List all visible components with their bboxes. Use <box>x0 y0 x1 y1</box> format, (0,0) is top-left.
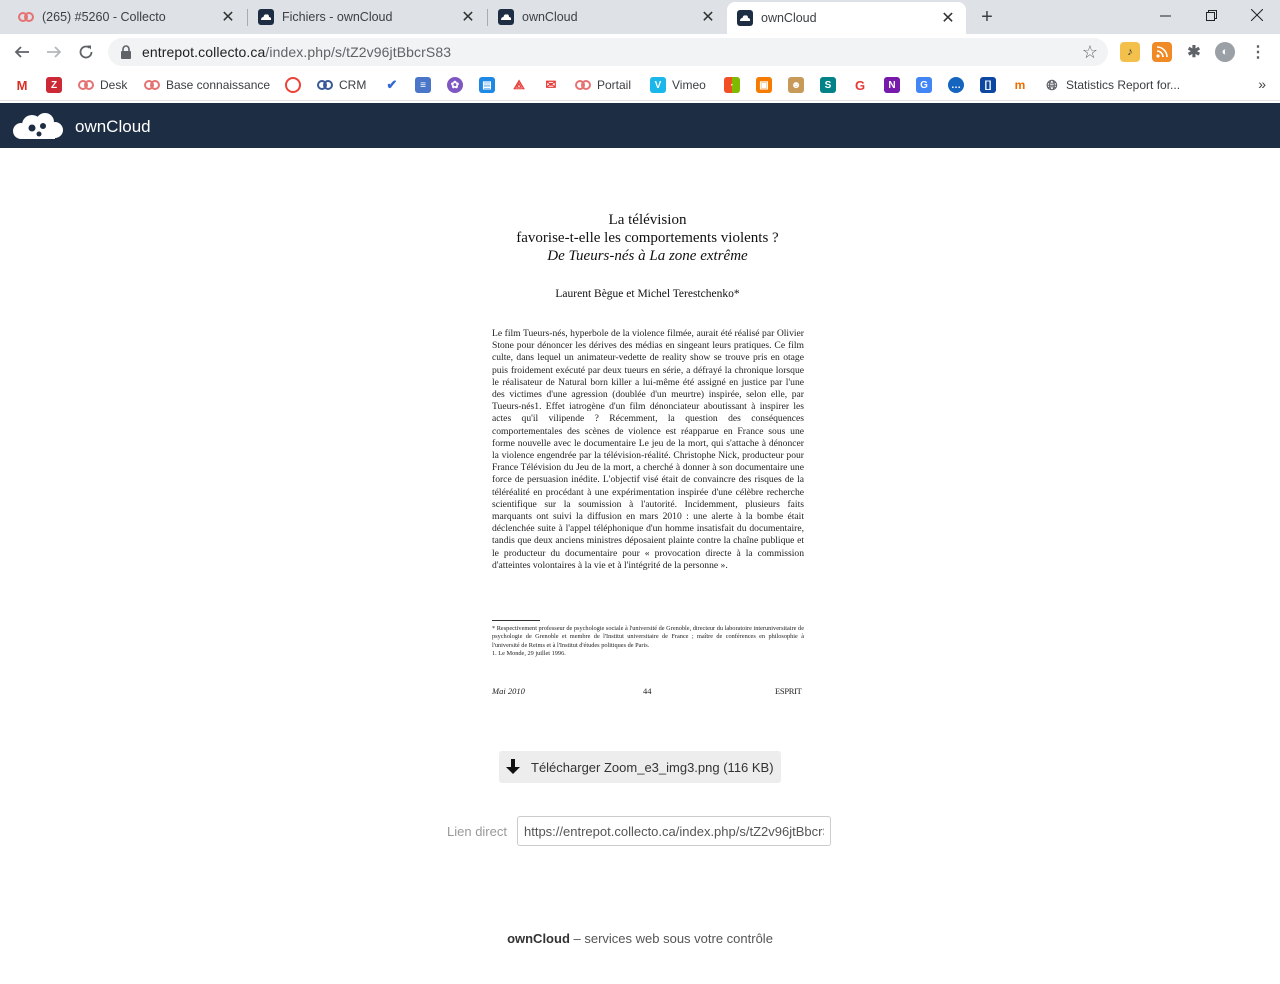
collecto-icon <box>18 9 34 25</box>
owncloud-icon <box>737 10 753 26</box>
close-window-icon[interactable] <box>1234 0 1280 30</box>
office-icon: ▣ <box>756 77 772 93</box>
image-preview[interactable] <box>440 180 840 710</box>
tab-collecto[interactable] <box>0 0 246 34</box>
app-icon: ≡ <box>415 77 431 93</box>
tab-title: (265) #5260 - Collecto <box>42 10 166 24</box>
app-icon: ✿ <box>447 77 463 93</box>
bookmark-app9[interactable] <box>1012 76 1034 94</box>
collecto-icon <box>575 77 591 93</box>
bookmark-base-connaissance[interactable] <box>144 76 270 94</box>
owncloud-header <box>0 103 1280 148</box>
bookmark-chat[interactable] <box>948 76 970 94</box>
bookmark-app3[interactable] <box>479 76 501 94</box>
bookmark-zotero[interactable] <box>46 76 68 94</box>
doc-page-number: 44 <box>643 686 652 696</box>
restore-icon[interactable] <box>1188 0 1234 30</box>
doc-title-line2: favorise-t-elle les comportements violents ? <box>516 230 779 246</box>
app-icon: G <box>854 77 866 93</box>
bookmark-app2[interactable] <box>447 76 469 94</box>
bookmark-check[interactable] <box>384 76 406 94</box>
app-icon: ☻ <box>788 77 804 93</box>
bookmark-app5[interactable] <box>543 76 565 94</box>
page-footer <box>0 931 1280 946</box>
bookmark-statistics[interactable] <box>1044 76 1180 94</box>
collecto-icon <box>144 77 160 93</box>
bookmark-app7[interactable] <box>852 76 874 94</box>
bookmark-app8[interactable] <box>980 76 1002 94</box>
bookmark-microsoft[interactable] <box>724 76 746 94</box>
check-icon: ✔ <box>386 77 398 92</box>
bookmark-label: CRM <box>339 78 367 92</box>
footnote-rule <box>492 620 540 621</box>
bookmark-office[interactable] <box>756 76 778 94</box>
close-tab-icon[interactable]: ✕ <box>461 9 475 26</box>
footnote-1: * Respectivement professeur de psychologie sociale à l'université de Grenoble, directeur du laboratoire interuniversitaire de psychologie de Grenoble et membre de l'Institut universitaire de France ; maître de conférences en philosophie à l'université de Reims et à l'Institut d'études politiques de Paris. <box>492 625 804 649</box>
doc-footer-right: ESPRIT <box>775 686 802 696</box>
avatar[interactable]: ◐ <box>1215 42 1235 62</box>
app-icon: m <box>1014 78 1026 92</box>
bookmarks-bar <box>0 70 1280 101</box>
bookmark-app4[interactable] <box>511 76 533 94</box>
rss-icon[interactable] <box>1152 42 1172 62</box>
app-icon: ⟁ <box>513 77 525 92</box>
tab-fichiers-owncloud[interactable] <box>248 0 486 34</box>
bookmark-label: Base connaissance <box>166 78 271 92</box>
app-name: ownCloud <box>75 117 151 136</box>
bookmark-star-icon[interactable]: ☆ <box>1081 42 1098 62</box>
extension-icon[interactable]: ♪ <box>1120 42 1140 62</box>
doc-title-line1: La télévision <box>608 212 687 228</box>
bookmark-gmail[interactable] <box>14 76 36 94</box>
browser-toolbar <box>0 34 1280 70</box>
footer-tagline: – services web sous votre contrôle <box>569 931 773 946</box>
footnote-2: 1. Le Monde, 29 juillet 1996. <box>492 650 566 658</box>
close-tab-icon[interactable]: ✕ <box>701 9 715 26</box>
download-button[interactable] <box>499 751 781 783</box>
puzzle-icon[interactable]: ✱ <box>1187 44 1201 61</box>
app-icon: [] <box>980 77 996 93</box>
doc-title-line3: De Tueurs-nés à La zone extrême <box>547 248 748 264</box>
collecto-icon <box>78 77 94 93</box>
doc-footer-left: Mai 2010 <box>492 686 525 696</box>
more-vert-icon[interactable]: ⋮ <box>1250 44 1266 61</box>
close-tab-icon[interactable]: ✕ <box>941 10 955 27</box>
bookmark-app6[interactable] <box>788 76 810 94</box>
crm-icon <box>317 77 333 93</box>
direct-link-input[interactable] <box>517 816 831 846</box>
microsoft-icon: · <box>724 77 740 93</box>
reload-icon[interactable] <box>74 40 98 64</box>
bookmark-label: Portail <box>597 78 632 92</box>
bookmarks-overflow-icon[interactable]: » <box>1258 76 1266 92</box>
close-tab-icon[interactable]: ✕ <box>221 9 235 26</box>
bookmark-label: Vimeo <box>672 78 706 92</box>
back-icon[interactable] <box>10 40 34 64</box>
footer-brand[interactable]: ownCloud <box>507 931 570 946</box>
doc-footnotes <box>492 625 804 659</box>
onenote-icon: N <box>884 77 900 93</box>
new-tab-button[interactable]: + <box>981 6 993 28</box>
bookmark-desk[interactable] <box>78 76 127 94</box>
direct-link-label: Lien direct <box>447 824 507 839</box>
sharepoint-icon: S <box>820 77 836 93</box>
owncloud-logo-icon[interactable] <box>12 112 64 140</box>
address-bar[interactable] <box>108 38 1108 66</box>
bookmark-translate[interactable] <box>916 76 938 94</box>
globe-icon: 🌐︎ <box>1046 76 1058 93</box>
tab-title: ownCloud <box>761 11 817 25</box>
owncloud-icon <box>258 9 274 25</box>
app-icon: ▤ <box>479 77 495 93</box>
zotero-icon: Z <box>46 77 62 93</box>
google-workspace-icon <box>285 77 301 93</box>
browser-tab-strip <box>0 0 1280 34</box>
gmail-icon: M <box>14 77 30 93</box>
bookmark-label: Desk <box>100 78 128 92</box>
url-text: entrepot.collecto.ca/index.php/s/tZ2v96jtBbcrS83 <box>142 44 452 60</box>
bookmark-crm[interactable] <box>317 76 366 94</box>
download-label: Télécharger Zoom_e3_img3.png (116 KB) <box>531 759 774 775</box>
tab-title: ownCloud <box>522 10 578 24</box>
translate-icon: G <box>916 77 932 93</box>
bookmark-onenote[interactable] <box>884 76 906 94</box>
doc-authors: Laurent Bègue et Michel Terestchenko* <box>555 288 740 300</box>
tab-owncloud-active[interactable] <box>727 2 966 34</box>
tab-owncloud[interactable] <box>488 0 726 34</box>
doc-body: Le film Tueurs-nés, hyperbole de la violence filmée, aurait été réalisé par Olivier Stone pour dénoncer les dérives des médias en singeant leurs pratiques. Ce film culte, dans lequel un animateur-vedette de reality show se trouve pris en otage puis froidement exécuté par deux tueurs en série, a défrayé la chronique lorsque le réalisateur de Natural born killer a lui-même été assigné en justice par l'une des victimes d'une agression (doublée d'un meurtre) inspirée, selon elle, par Tueurs-nés1. Effet iatrogène d'un film dénonciateur aboutissant à inspirer les actes qu'il vilipende ? Récemment, la question des conséquences comportementales des scènes de violence est réapparue en France sous une forme nouvelle avec le documentaire Le jeu de la mort, qui s'attache à dénoncer la violence engendrée par la télévision-réalité. Christophe Nick, producteur pour France Télévision du Jeu de la mort, a cherché à donner à son documentaire une force de persuasion inédite. L'objectif visé était de convaincre des risques de la téléréalité en procédant à une expérimentation inspirée d'une célèbre recherche scientifique sur la soumission à l'autorité. Incidemment, plusieurs faits marquants ont suivi la diffusion en mars 2010 : une alerte à la bombe était déclenchée suite à l'appel téléphonique d'un homme insatisfait du documentaire, tandis que deux anciens ministres déposaient plainte contre la chaîne publique et le producteur du documentaire pour « provocation directe à la commission d'atteintes volontaires à la vie et à l'intégrité de la personne ». <box>492 328 804 571</box>
bookmark-app1[interactable] <box>415 76 437 94</box>
chat-icon: … <box>948 77 964 93</box>
bookmark-vimeo[interactable] <box>650 76 706 94</box>
minimize-icon[interactable] <box>1142 0 1188 30</box>
vimeo-icon: V <box>650 77 666 93</box>
bookmark-google[interactable] <box>285 76 307 94</box>
bookmark-portail[interactable] <box>575 76 631 94</box>
bookmark-sharepoint[interactable] <box>820 76 842 94</box>
tab-title: Fichiers - ownCloud <box>282 10 393 24</box>
bookmark-label: Statistics Report for... <box>1066 78 1181 92</box>
download-icon <box>506 759 522 775</box>
owncloud-icon <box>498 9 514 25</box>
lock-icon[interactable] <box>120 45 134 59</box>
forward-icon[interactable] <box>42 40 66 64</box>
app-icon: ✉ <box>545 77 557 92</box>
